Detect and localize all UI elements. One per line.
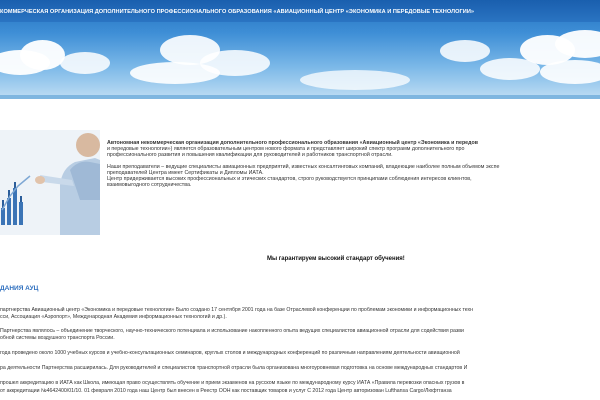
cloud-decoration — [20, 40, 65, 70]
history-line: Партнерства являлось – объединение творческого, научно-технического потенциала и использование накопленного опыта ведущих специалистов авиационной отрасли для содействия разви — [0, 328, 464, 334]
history-line: от аккредитации №4642400/01/10. 01 февраля 2010 года наш Центр был внесен в Реестр ООН как поставщик товаров и услуг С 2012 года Центр авторизован Lufthansa Cargo/Люфтганза — [0, 388, 452, 394]
history-line: обной системы воздушного транспорта России. — [0, 335, 115, 341]
business-person-image — [0, 130, 100, 235]
history-line: прошел аккредитацию в ИАТА как Школа, имеющая право осуществлять обучение и прием экзаменов на русском языке по международному курсу ИАТА «Правила перевозки опасных грузов в — [0, 380, 465, 386]
section-heading: ДАНИЯ АУЦ — [0, 285, 39, 292]
businessman-chart-illustration — [0, 130, 100, 235]
header-banner — [0, 0, 600, 95]
cloud-decoration — [540, 60, 600, 84]
cloud-decoration — [300, 70, 410, 90]
intro-lead: Автономная некоммерческая организация дополнительного профессионального образования «Авиационный центр «Экономика и передов — [107, 140, 478, 146]
organization-title: КОММЕРЧЕСКАЯ ОРГАНИЗАЦИЯ ДОПОЛНИТЕЛЬНОГО ПРОФЕССИОНАЛЬНОГО ОБРАЗОВАНИЯ «АВИАЦИОННЫЙ ЦЕНТР «ЭКОНОМИКА И ПЕРЕДОВЫЕ ТЕХНОЛОГИИ» — [0, 9, 475, 15]
history-line: года проведено около 1000 учебных курсов и учебно-консультационных семинаров, круглых столов и международных конференций по различным направлениям деятельности авиационной — [0, 350, 460, 356]
intro-line: Наши преподаватели – ведущие специалисты авиационных предприятий, известных консалтинговых компаний, владеющие наиболее полным объемом экспе — [107, 163, 500, 170]
cloud-decoration — [440, 40, 490, 62]
history-line: партнерства Авиационный центр «Экономика и передовые технологии» Было создано 17 сентября 2001 года на базе Отраслевой конференции по проблемам экономики и информационных техн — [0, 307, 473, 313]
slogan: Мы гарантируем высокий стандарт обучения! — [267, 256, 405, 262]
intro-line: взаимовыгодного сотрудничества. — [107, 182, 192, 189]
intro-line: преподавателей Центра имеет Сертификаты и Дипломы ИАТА. — [107, 169, 264, 176]
history-line: сси, Ассоциация «Аэропорт», Международная Академия информационных технологий и др.). — [0, 314, 227, 320]
title-bar — [0, 0, 600, 22]
intro-line: профессионального развития и повышения квалификации для руководителей и работников транспортной отрасли. — [107, 152, 393, 159]
intro-line: и передовые технологии») является образовательным центром нового формата и представляет широкий спектр программ дополнительного про — [107, 146, 465, 153]
cloud-decoration — [60, 52, 110, 74]
header-divider — [0, 95, 600, 99]
intro-line: Центр придерживается высоких профессиональных и этических стандартов, строго руководствуется принципами соблюдения интересов клиентов, — [107, 176, 472, 183]
history-line: ра деятельности Партнерства расширилась. Для руководителей и специалистов транспортной отрасли была организована многоуровневая подготовка на основе международных стандартов И — [0, 365, 468, 371]
cloud-decoration — [200, 50, 270, 76]
intro-text — [107, 140, 600, 193]
